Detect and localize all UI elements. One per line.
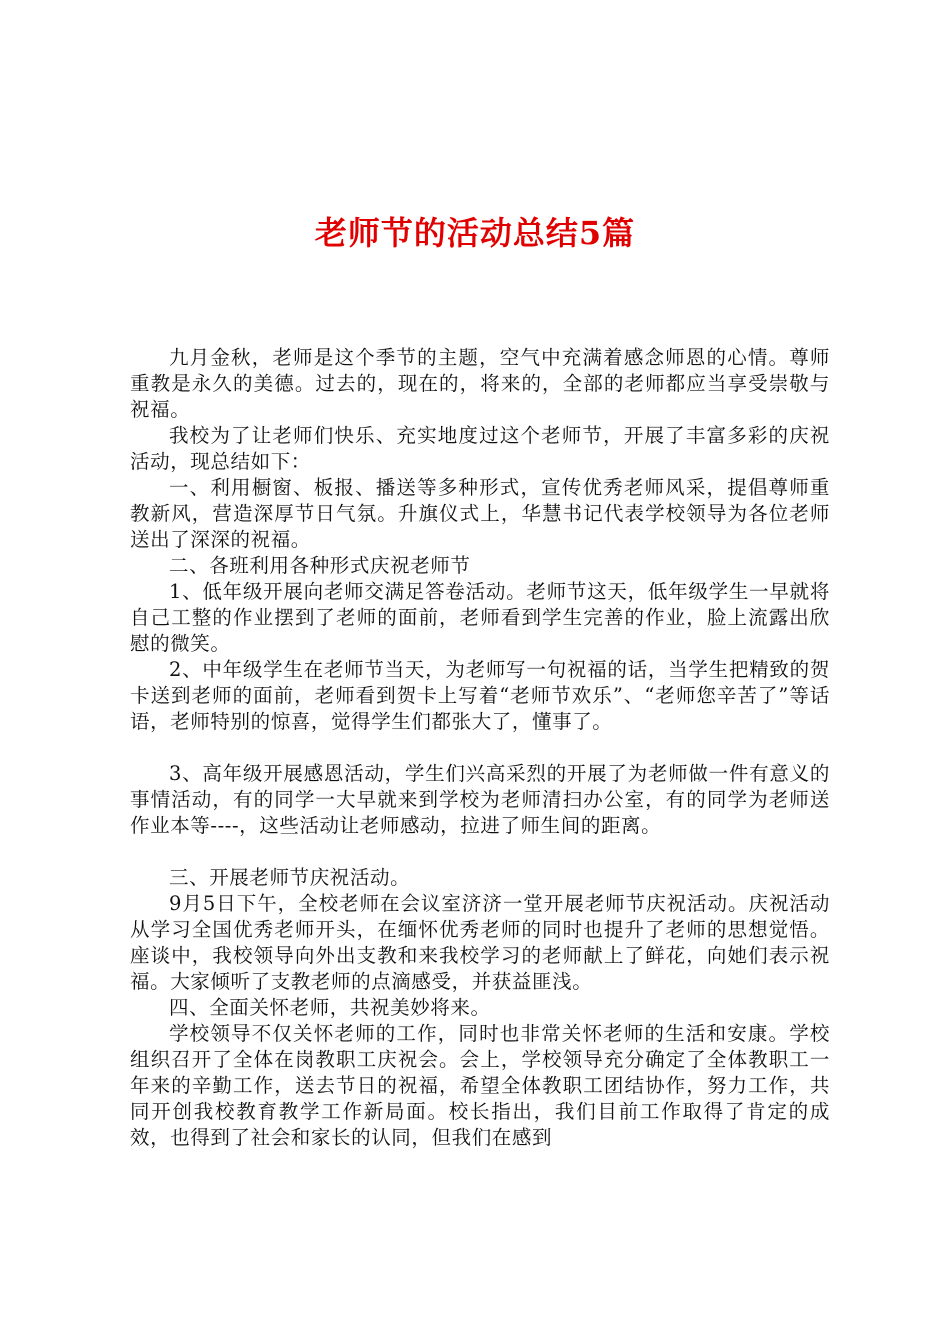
paragraph-item-1: 1、低年级开展向老师交满足答卷活动。老师节这天，低年级学生一早就将自己工整的作业摆到了老师的面前，老师看到学生完善的作业，脸上流露出欣慰的微笑。 [130, 580, 830, 655]
paragraph-section-3-body: 9月5日下午，全校老师在会议室济济一堂开展老师节庆祝活动。庆祝活动从学习全国优秀老师开头，在缅怀优秀老师的同时也提升了老师的思想觉悟。座谈中，我校领导向外出支教和来我校学习的老师献上了鲜花，向她们表示祝福。大家倾听了支教老师的点滴感受，并获益匪浅。 [130, 892, 830, 993]
paragraph-section-3-heading: 三、开展老师节庆祝活动。 [169, 866, 411, 889]
paragraph-intro: 九月金秋，老师是这个季节的主题，空气中充满着感念师恩的心情。尊师重教是永久的美德。过去的，现在的，将来的，全部的老师都应当享受崇敬与祝福。 [130, 346, 830, 421]
document-body [130, 345, 830, 1151]
paragraph-item-3: 3、高年级开展感恩活动，学生们兴高采烈的开展了为老师做一件有意义的事情活动，有的同学一大早就来到学校为老师清扫办公室，有的同学为老师送作业本等----，这些活动让老师感动，拉进了师生间的距离。 [130, 762, 830, 837]
paragraph-item-2: 2、中年级学生在老师节当天，为老师写一句祝福的话，当学生把精致的贺卡送到老师的面前，老师看到贺卡上写着“老师节欢乐”、“老师您辛苦了”等话语，老师特别的惊喜，觉得学生们都张大了，懂事了。 [130, 658, 830, 733]
document-title: 老师节的活动总结5篇 [314, 214, 636, 252]
paragraph-section-4-body: 学校领导不仅关怀老师的工作，同时也非常关怀老师的生活和安康。学校组织召开了全体在岗教职工庆祝会。会上，学校领导充分确定了全体教职工一年来的辛勤工作，送去节日的祝福，希望全体教职工团结协作，努力工作，共同开创我校教育教学工作新局面。校长指出，我们目前工作取得了肯定的成效，也得到了社会和家长的认同，但我们在感到 [130, 1022, 830, 1149]
paragraph-section-1: 一、利用橱窗、板报、播送等多种形式，宣传优秀老师风采，提倡尊师重教新风，营造深厚节日气氛。升旗仪式上，华慧书记代表学校领导为各位老师送出了深深的祝福。 [130, 476, 830, 551]
paragraph-section-2-heading: 二、各班利用各种形式庆祝老师节 [169, 554, 471, 577]
paragraph-overview: 我校为了让老师们快乐、充实地度过这个老师节，开展了丰富多彩的庆祝活动，现总结如下： [130, 424, 830, 473]
paragraph-section-4-heading: 四、全面关怀老师，共祝美妙将来。 [169, 996, 491, 1019]
